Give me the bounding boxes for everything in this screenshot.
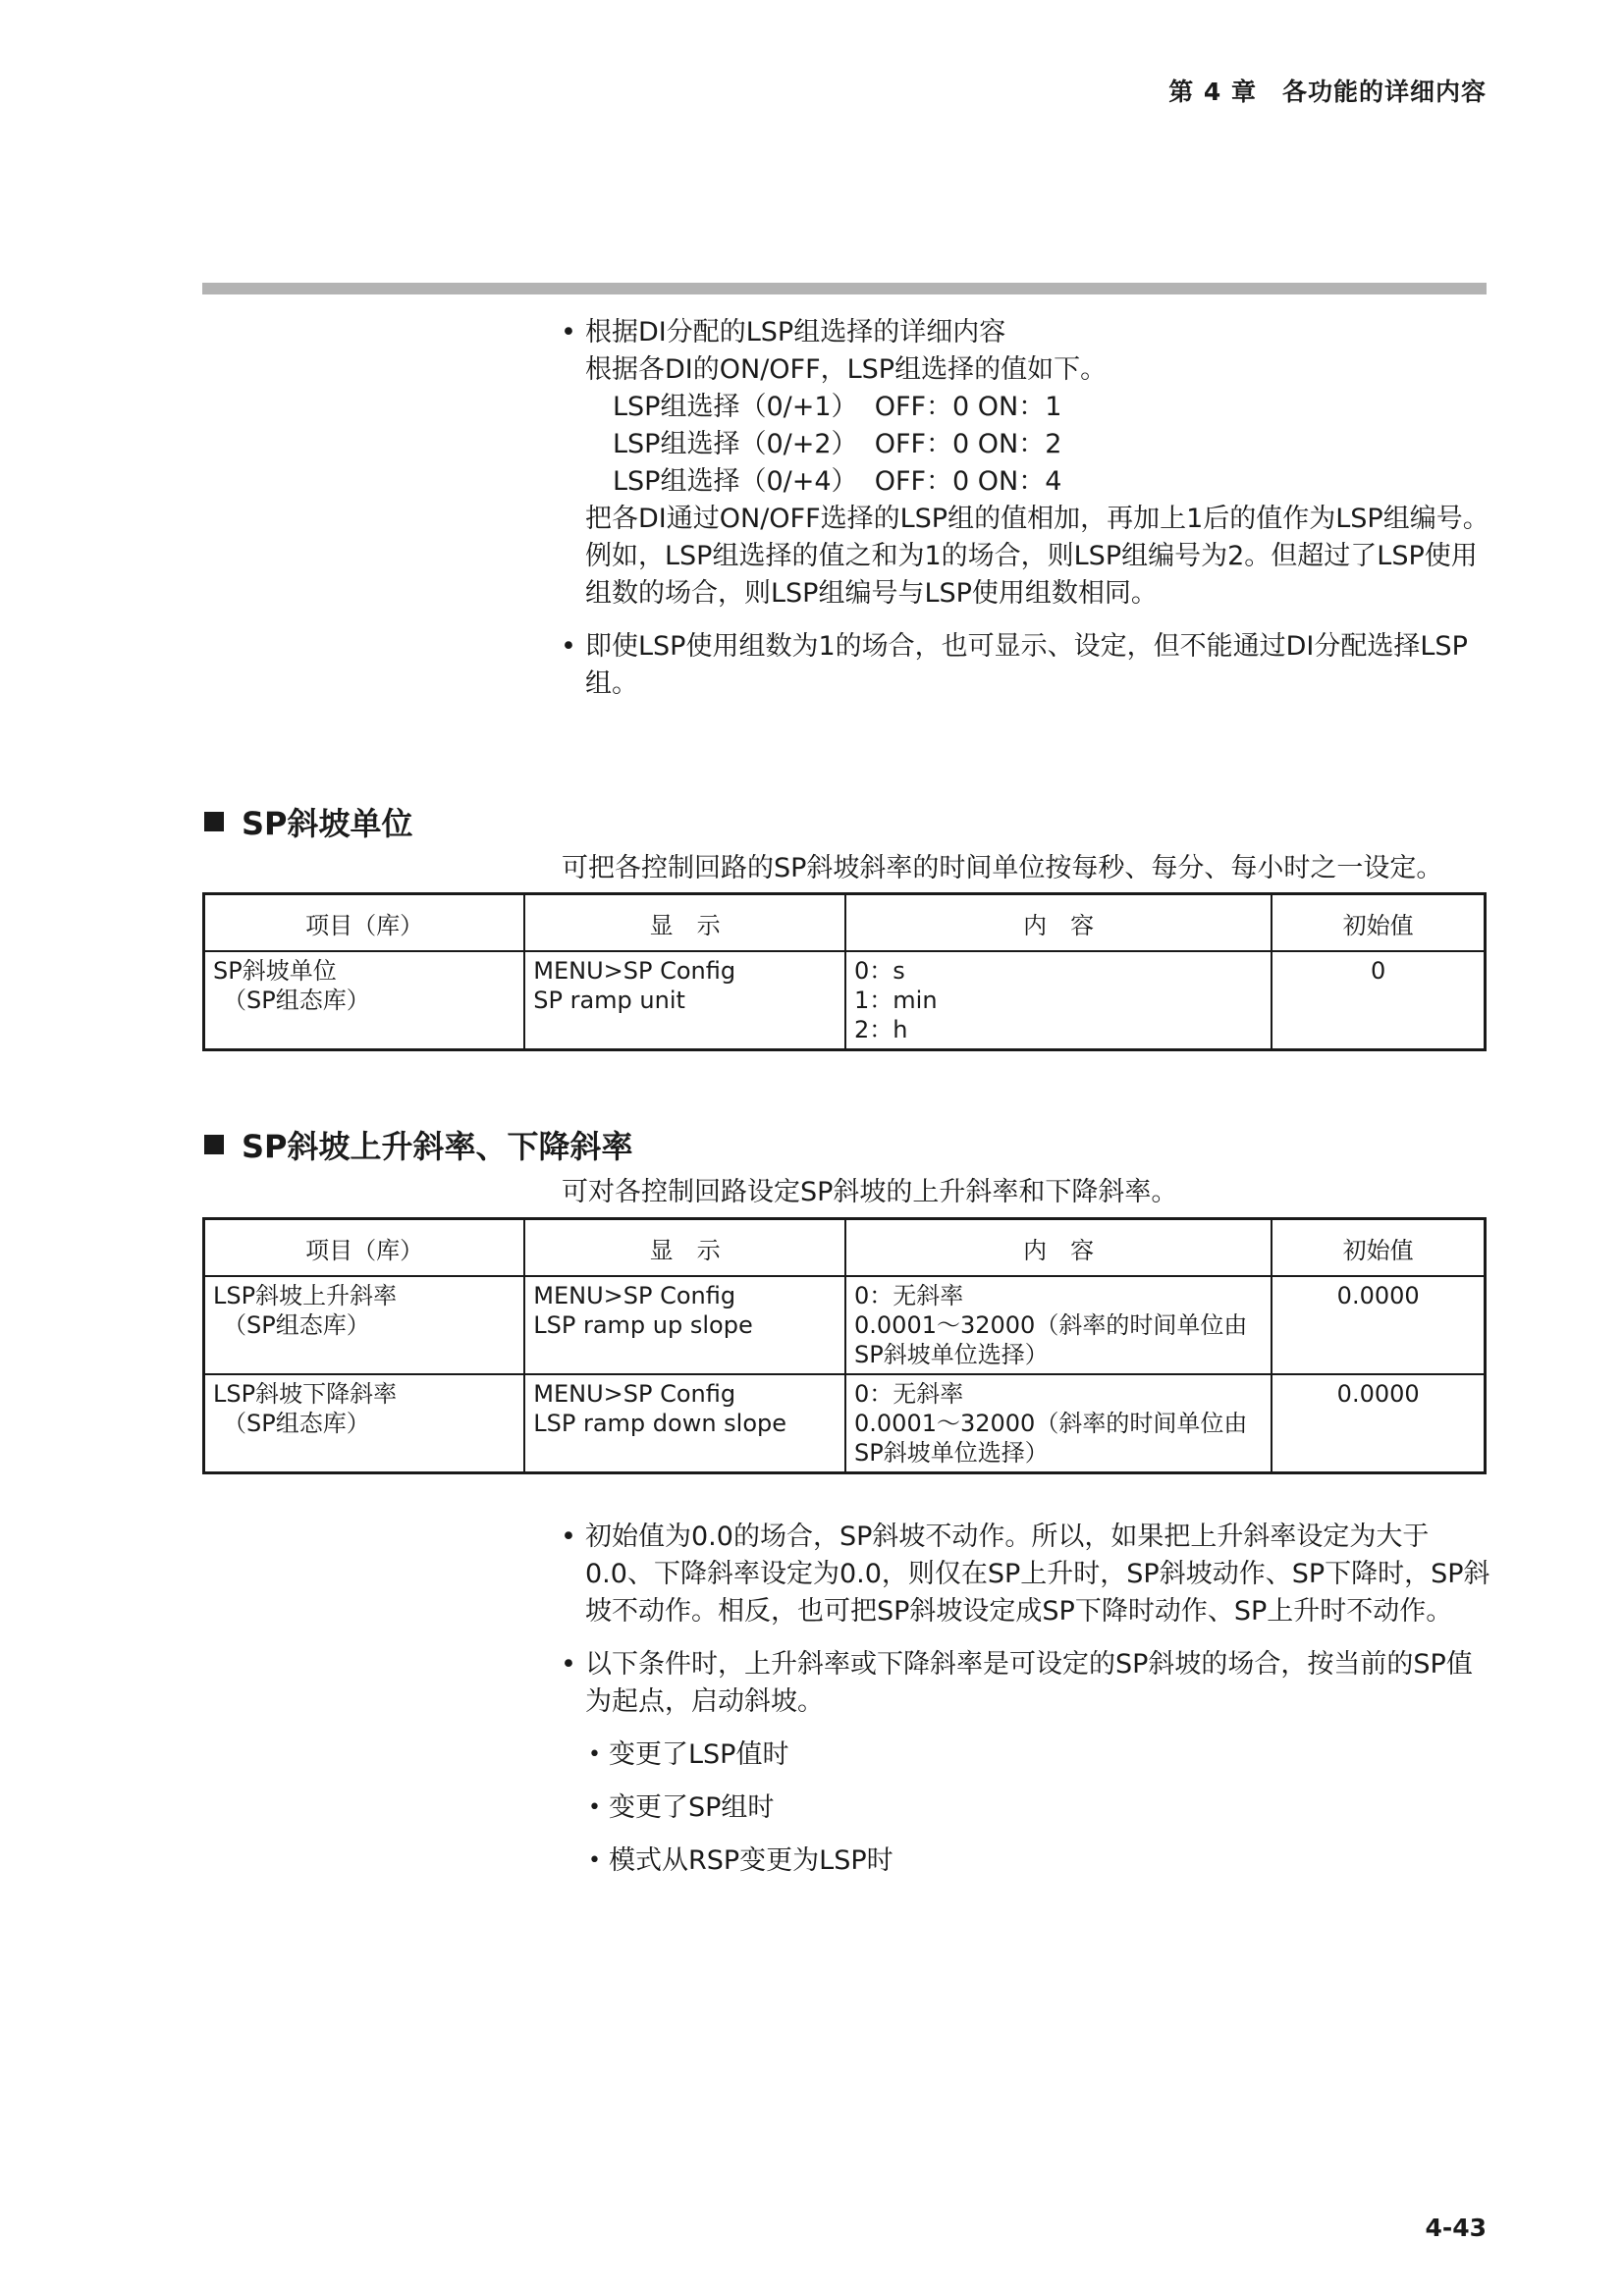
header-rule [202,283,1487,294]
cell-item: SP斜坡单位 （SP组态库） [204,951,525,1050]
lsp-group-notes [561,314,1493,703]
chapter-header: 第 4 章 各功能的详细内容 [1168,78,1487,106]
bullet-item [561,314,1493,613]
cell-display: MENU>SP Config LSP ramp down slope [524,1374,845,1473]
bullet-item [561,1519,1493,1630]
table-header-row [204,894,1486,952]
cell-initial: 0.0000 [1272,1276,1485,1374]
column-header-item: 项目（库） [204,894,525,952]
cell-initial: 0.0000 [1272,1374,1485,1473]
list-item: • 模式从RSP变更为LSP时 [561,1842,1493,1880]
page-number: 4-43 [1425,2214,1487,2242]
list-item: • 变更了SP组时 [561,1789,1493,1827]
table-row [204,1374,1486,1473]
group-value-line: LSP组选择（0/+2） OFF：0 ON：2 [613,429,1062,459]
cell-display: MENU>SP Config SP ramp unit [524,951,845,1050]
bullet-text: 把各DI通过ON/OFF选择的LSP组的值相加，再加上1后的值作为LSP组编号。 [585,504,1489,534]
list-item: • 变更了LSP值时 [561,1736,1493,1774]
ramp-unit-table [202,892,1487,1051]
cell-content: 0：无斜率 0.0001～32000（斜率的时间单位由 SP斜坡单位选择） [845,1374,1272,1473]
bullet-text: 以下条件时，上升斜率或下降斜率是可设定的SP斜坡的场合，按当前的SP值为起点，启动斜坡。 [585,1649,1473,1717]
table-row [204,951,1486,1050]
bullet-title: 根据DI分配的LSP组选择的详细内容 [585,317,1006,347]
bullet-dot: • [588,1795,601,1820]
section-intro: 可把各控制回路的SP斜坡斜率的时间单位按每秒、每分、每小时之一设定。 [562,853,1443,883]
cell-initial: 0 [1272,951,1485,1050]
section-heading-text: SP斜坡单位 [242,805,413,842]
square-bullet-icon [204,1135,224,1154]
cell-item: LSP斜坡下降斜率 （SP组态库） [204,1374,525,1473]
cell-display: MENU>SP Config LSP ramp up slope [524,1276,845,1374]
bullet-dot: • [588,1742,601,1767]
section-heading-text: SP斜坡上升斜率、下降斜率 [242,1128,633,1165]
bullet-text: 初始值为0.0的场合，SP斜坡不动作。所以，如果把上升斜率设定为大于0.0、下降斜率设定为0.0，则仅在SP上升时，SP斜坡动作、SP下降时，SP斜坡不动作。相反，也可把SP斜坡设定成SP下降时动作、SP上升时不动作。 [585,1522,1490,1627]
bullet-text: 即使LSP使用组数为1的场合，也可显示、设定，但不能通过DI分配选择LSP组。 [585,631,1468,699]
cell-content: 0：s 1：min 2：h [845,951,1272,1050]
column-header-display: 显 示 [524,894,845,952]
bullet-dot: • [561,1649,576,1680]
table-header-row [204,1219,1486,1277]
bullet-item [561,1646,1493,1721]
group-value-line: LSP组选择（0/+1） OFF：0 ON：1 [613,392,1062,422]
cell-item: LSP斜坡上升斜率 （SP组态库） [204,1276,525,1374]
section-heading-ramp-rate [204,1122,633,1167]
bullet-dot: • [561,317,576,347]
ramp-rate-table [202,1217,1487,1474]
bullet-dot: • [561,1522,576,1552]
bullet-dot: • [588,1848,601,1873]
ramp-behaviour-notes [561,1519,1493,1880]
bullet-dot: • [561,631,576,662]
table-row [204,1276,1486,1374]
bullet-text: 根据各DI的ON/OFF，LSP组选择的值如下。 [585,354,1108,385]
column-header-display: 显 示 [524,1219,845,1277]
column-header-item: 项目（库） [204,1219,525,1277]
section-intro: 可对各控制回路设定SP斜坡的上升斜率和下降斜率。 [562,1177,1178,1207]
bullet-item [561,628,1493,703]
bullet-text: 例如，LSP组选择的值之和为1的场合，则LSP组编号为2。但超过了LSP使用组数的场合，则LSP组编号与LSP使用组数相同。 [585,541,1478,609]
column-header-initial: 初始值 [1272,1219,1485,1277]
column-header-content: 内 容 [845,1219,1272,1277]
column-header-initial: 初始值 [1272,894,1485,952]
group-value-line: LSP组选择（0/+4） OFF：0 ON：4 [613,466,1062,497]
square-bullet-icon [204,812,224,831]
column-header-content: 内 容 [845,894,1272,952]
section-heading-ramp-unit [204,799,413,844]
cell-content: 0：无斜率 0.0001～32000（斜率的时间单位由 SP斜坡单位选择） [845,1276,1272,1374]
